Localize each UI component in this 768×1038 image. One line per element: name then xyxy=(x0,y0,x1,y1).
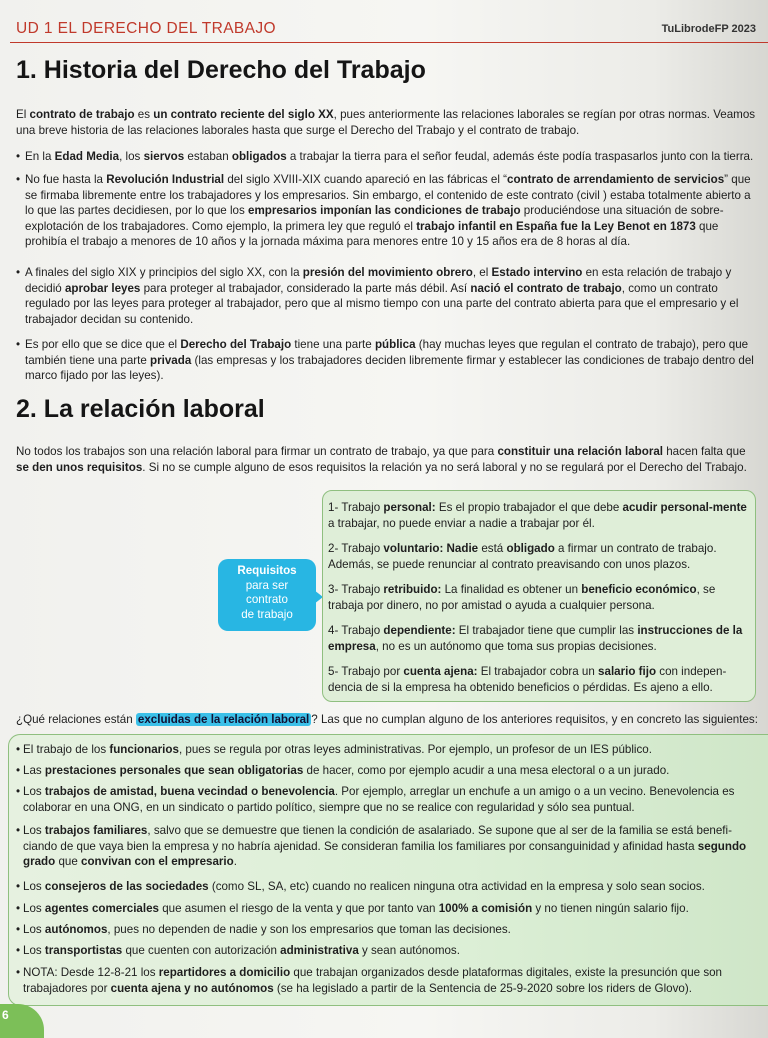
history-bullet-siglo-xix: • A finales del siglo XIX y principios del siglo XX, con la presión del movimiento obrero, el Estado intervino en esta relación de trabajo y decidió aprobar leyes para proteger al trabajador, considerado la parte más débil. Así nació el contrato de trabajo, como un contrato regulado por las leyes para proteger al trabajador, pero que al mismo tiempo con una parte del contrato abierta para que el empresario y el trabajador decidan su contenido. xyxy=(16,266,739,326)
requisito-item: 5- Trabajo por cuenta ajena: El trabajador cobra un salario fijo con indepen-dencia de si la empresa ha obtenido beneficios o pérdidas. Es ajeno a ello. xyxy=(328,665,727,694)
excluida-item: • Los trabajos de amistad, buena vecindad o benevolencia. Por ejemplo, arreglar un enchufe a un amigo o a un vecino. Benevolencia es colaborar en una ONG, en un sindicato o partido político, siempre que no se realice con regularidad y sólo sea puntual. xyxy=(16,785,735,814)
bullet-dot-icon: • xyxy=(16,785,21,798)
requisitos-line: para ser xyxy=(245,578,289,592)
section-2-title: 2. La relación laboral xyxy=(16,395,265,423)
requisitos-title: Requisitos xyxy=(237,564,297,577)
requisito-item: 1- Trabajo personal: Es el propio trabajador el que debe acudir personal-mente a trabajar, no puede enviar a nadie a trabajar por él. xyxy=(328,501,747,530)
bullet-dot-icon: • xyxy=(16,764,21,777)
history-bullet-edad-media: • En la Edad Media, los siervos estaban obligados a trabajar la tierra para el señor feudal, además éste podía traspasarlos junto con la tierra. xyxy=(16,150,754,163)
section-1-intro: El contrato de trabajo es un contrato reciente del siglo XX, pues anteriormente las relaciones laborales se regían por otras normas. Veamos una breve historia de las relaciones laborales hasta que surge el Derecho del Trabajo y el contrato de trabajo. xyxy=(16,108,756,137)
bullet-dot-icon: • xyxy=(16,338,21,351)
bullet-dot-icon: • xyxy=(16,173,21,186)
excluida-item: • Los consejeros de las sociedades (como SL, SA, etc) cuando no realicen ninguna otra actividad en la empresa y solo sean socios. xyxy=(16,880,705,893)
bullet-dot-icon: • xyxy=(16,944,21,957)
brand-label: TuLibrodeFP 2023 xyxy=(661,23,756,35)
bullet-dot-icon: • xyxy=(16,150,21,163)
bullet-dot-icon: • xyxy=(16,824,21,837)
excluida-item: • El trabajo de los funcionarios, pues se regula por otras leyes administrativas. Por ejemplo, un profesor de un IES público. xyxy=(16,743,652,756)
page-number: 6 xyxy=(2,1008,9,1022)
history-bullet-revolucion-industrial: • No fue hasta la Revolución Industrial del siglo XVIII-XIX cuando apareció en las fábricas el “contrato de arrendamiento de servicios” que se firmaba libremente entre los trabajadores y los empresarios. Sin embargo, el contenido de este contrato (civil ) estaba totalmente abierto a lo que las partes decidiesen, por lo que los empresarios imponían las condiciones de trabajo produciéndose una situación de sobre-explotación de los trabajadores. Como ejemplo, la primera ley que reguló el trabajo infantil en España fue la Ley Benot en 1873 que prohibía el trabajo a menores de 10 años y la jornada máxima para menores entre 10 y 15 años era de 8 horas al día. xyxy=(16,173,751,248)
excluida-item: • NOTA: Desde 12-8-21 los repartidores a domicilio que trabajan organizados desde plataformas digitales, existe la presunción que son trabajadores por cuenta ajena y no autónomos (se ha legislado a partir de la Sentencia de 25-9-2020 sobre los riders de Glovo). xyxy=(16,966,723,995)
requisitos-callout xyxy=(218,559,316,631)
requisito-item: 4- Trabajo dependiente: El trabajador tiene que cumplir las instrucciones de la empresa, no es un autónomo que toma sus propias decisiones. xyxy=(328,624,743,653)
excluida-item: • Los autónomos, pues no dependen de nadie y son los empresarios que toman las decisiones. xyxy=(16,923,511,936)
excluida-item: • Los agentes comerciales que asumen el riesgo de la venta y que por tanto van 100% a comisión y no tienen ningún salario fijo. xyxy=(16,902,689,915)
section-2-intro: No todos los trabajos son una relación laboral para firmar un contrato de trabajo, ya que para constituir una relación laboral hacen falta que se den unos requisitos. Si no se cumple alguno de esos requisitos la relación ya no será laboral y no se regulará por el Derecho del Trabajo. xyxy=(16,445,747,474)
bullet-dot-icon: • xyxy=(16,923,21,936)
history-bullet-derecho-trabajo: • Es por ello que se dice que el Derecho del Trabajo tiene una parte pública (hay muchas leyes que regulan el contrato de trabajo), pero que también tiene una parte privada (las empresas y los trabajadores deciden libremente firmar y establecer las condiciones de trabajo dentro del marco fijado por las leyes). xyxy=(16,338,754,382)
bullet-dot-icon: • xyxy=(16,266,21,279)
excluidas-question: ¿Qué relaciones están excluidas de la relación laboral ? Las que no cumplan alguno de los anteriores requisitos, y en concreto las siguientes: xyxy=(16,713,758,726)
section-1-title: 1. Historia del Derecho del Trabajo xyxy=(16,56,426,84)
requisitos-line: contrato xyxy=(246,593,288,606)
header-divider xyxy=(10,42,768,43)
page-header xyxy=(0,0,768,44)
bullet-dot-icon: • xyxy=(16,880,21,893)
page-number-tab xyxy=(0,1004,44,1038)
bullet-dot-icon: • xyxy=(16,902,21,915)
requisito-item: 3- Trabajo retribuido: La finalidad es obtener un beneficio económico, se trabaja por dinero, no por amistad o ayuda a cualquier persona. xyxy=(328,583,716,612)
requisito-item: 2- Trabajo voluntario: Nadie está obligado a firmar un contrato de trabajo. Además, se puede renunciar al contrato preavisando con unos plazos. xyxy=(328,542,717,571)
excluida-item: • Los transportistas que cuenten con autorización administrativa y sean autónomos. xyxy=(16,944,460,957)
requisitos-line: de trabajo xyxy=(241,607,293,621)
bullet-dot-icon: • xyxy=(16,743,21,756)
bullet-dot-icon: • xyxy=(16,966,21,979)
unit-title: UD 1 EL DERECHO DEL TRABAJO xyxy=(16,20,277,37)
excluida-item: • Los trabajos familiares, salvo que se demuestre que tienen la condición de asalariado. Se supone que al ser de la familia se está benefi-ciando de que vaya bien la empresa y no habría ajenidad. Se consideran familia los familiares por consanguinidad y afinidad hasta segundo grado que convivan con el empresario. xyxy=(16,824,747,868)
highlight-excluidas: excluidas de la relación laboral xyxy=(137,713,310,726)
excluida-item: • Las prestaciones personales que sean obligatorias de hacer, como por ejemplo acudir a una mesa electoral o a un jurado. xyxy=(16,764,670,777)
